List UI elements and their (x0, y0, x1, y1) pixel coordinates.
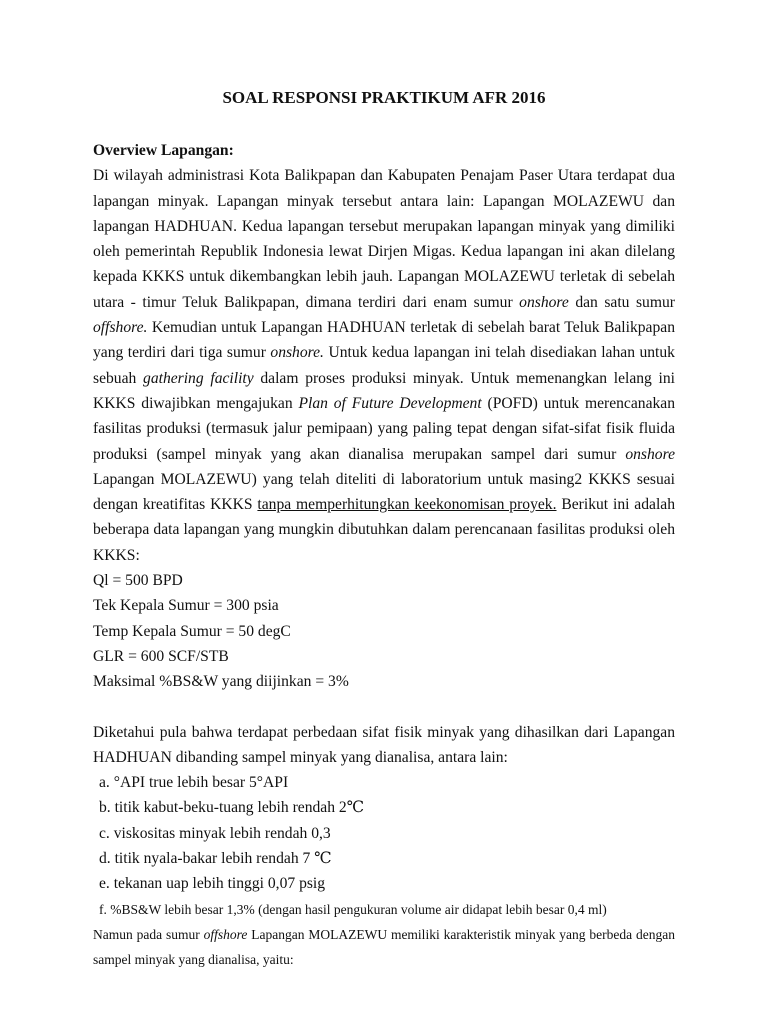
difference-paragraph: Diketahui pula bahwa terdapat perbedaan sifat fisik minyak yang dihasilkan dari Lapangan HADHUAN dibanding sampel minyak yang dianalisa, antara lain: (93, 723, 675, 766)
data-line-temperature: Temp Kepala Sumur = 50 degC (93, 622, 291, 640)
data-line-ql: Ql = 500 BPD (93, 572, 183, 590)
spacer (93, 695, 675, 720)
data-line-glr: GLR = 600 SCF/STB (93, 647, 229, 665)
underlined-phrase: tanpa memperhitungkan keekonomisan proyek. (257, 496, 557, 514)
overview-paragraph: Di wilayah administrasi Kota Balikpapan dan Kabupaten Penajam Paser Utara terdapat dua lapangan minyak. Lapangan minyak tersebut antara lain: Lapangan MOLAZEWU dan lapangan HADHUAN. Kedua lapangan tersebut merupakan lapangan minyak yang dimiliki oleh pemerintah Republik Indonesia lewat Dirjen Migas. Kedua lapangan ini akan dilelang kepada KKKS untuk dikembangkan lebih jauh. Lapangan MOLAZEWU terletak di sebelah utara - timur Teluk Balikpapan, dimana terdiri dari enam sumur onshore dan satu sumur offshore. Kemudian untuk Lapangan HADHUAN terletak di sebelah barat Teluk Balikpapan yang terdiri dari tiga sumur onshore. Untuk kedua lapangan ini telah disediakan lahan untuk sebuah gathering facility dalam proses produksi minyak. Untuk memenangkan lelang ini KKKS diwajibkan mengajukan Plan of Future Development (POFD) untuk merencanakan fasilitas produksi (termasuk jalur pemipaan) yang paling tepat dengan sifat-sifat fisik fluida produksi (sampel minyak yang akan dianalisa merupakan sampel dari sumur onshore Lapangan MOLAZEWU) yang telah diteliti di laboratorium untuk masing2 KKKS sesuai dengan kreatifitas KKKS tanpa memperhitungkan keekonomisan proyek. Berikut ini adalah beberapa data lapangan yang mungkin dibutuhkan dalam perencanaan fasilitas produksi oleh KKKS: (93, 167, 676, 564)
list-item: f. %BS&W lebih besar 1,3% (dengan hasil pengukuran volume air didapat lebih besar 0,4 ml) (99, 901, 607, 917)
data-line-pressure: Tek Kepala Sumur = 300 psia (93, 597, 279, 615)
list-item: a. °API true lebih besar 5°API (99, 774, 289, 792)
document-body (93, 138, 675, 973)
offshore-paragraph: Namun pada sumur offshore Lapangan MOLAZEWU memiliki karakteristik minyak yang berbeda dengan sampel minyak yang dianalisa, yaitu: (93, 926, 675, 968)
data-line-bsw: Maksimal %BS&W yang diijinkan = 3% (93, 673, 349, 691)
section-heading: Overview Lapangan: (93, 142, 234, 159)
list-item: d. titik nyala-bakar lebih rendah 7 ℃ (99, 850, 332, 868)
list-item: b. titik kabut-beku-tuang lebih rendah 2℃ (99, 799, 365, 817)
list-item: c. viskositas minyak lebih rendah 0,3 (99, 824, 331, 842)
list-item: e. tekanan uap lebih tinggi 0,07 psig (99, 875, 326, 893)
page-title: SOAL RESPONSI PRAKTIKUM AFR 2016 (222, 88, 546, 107)
